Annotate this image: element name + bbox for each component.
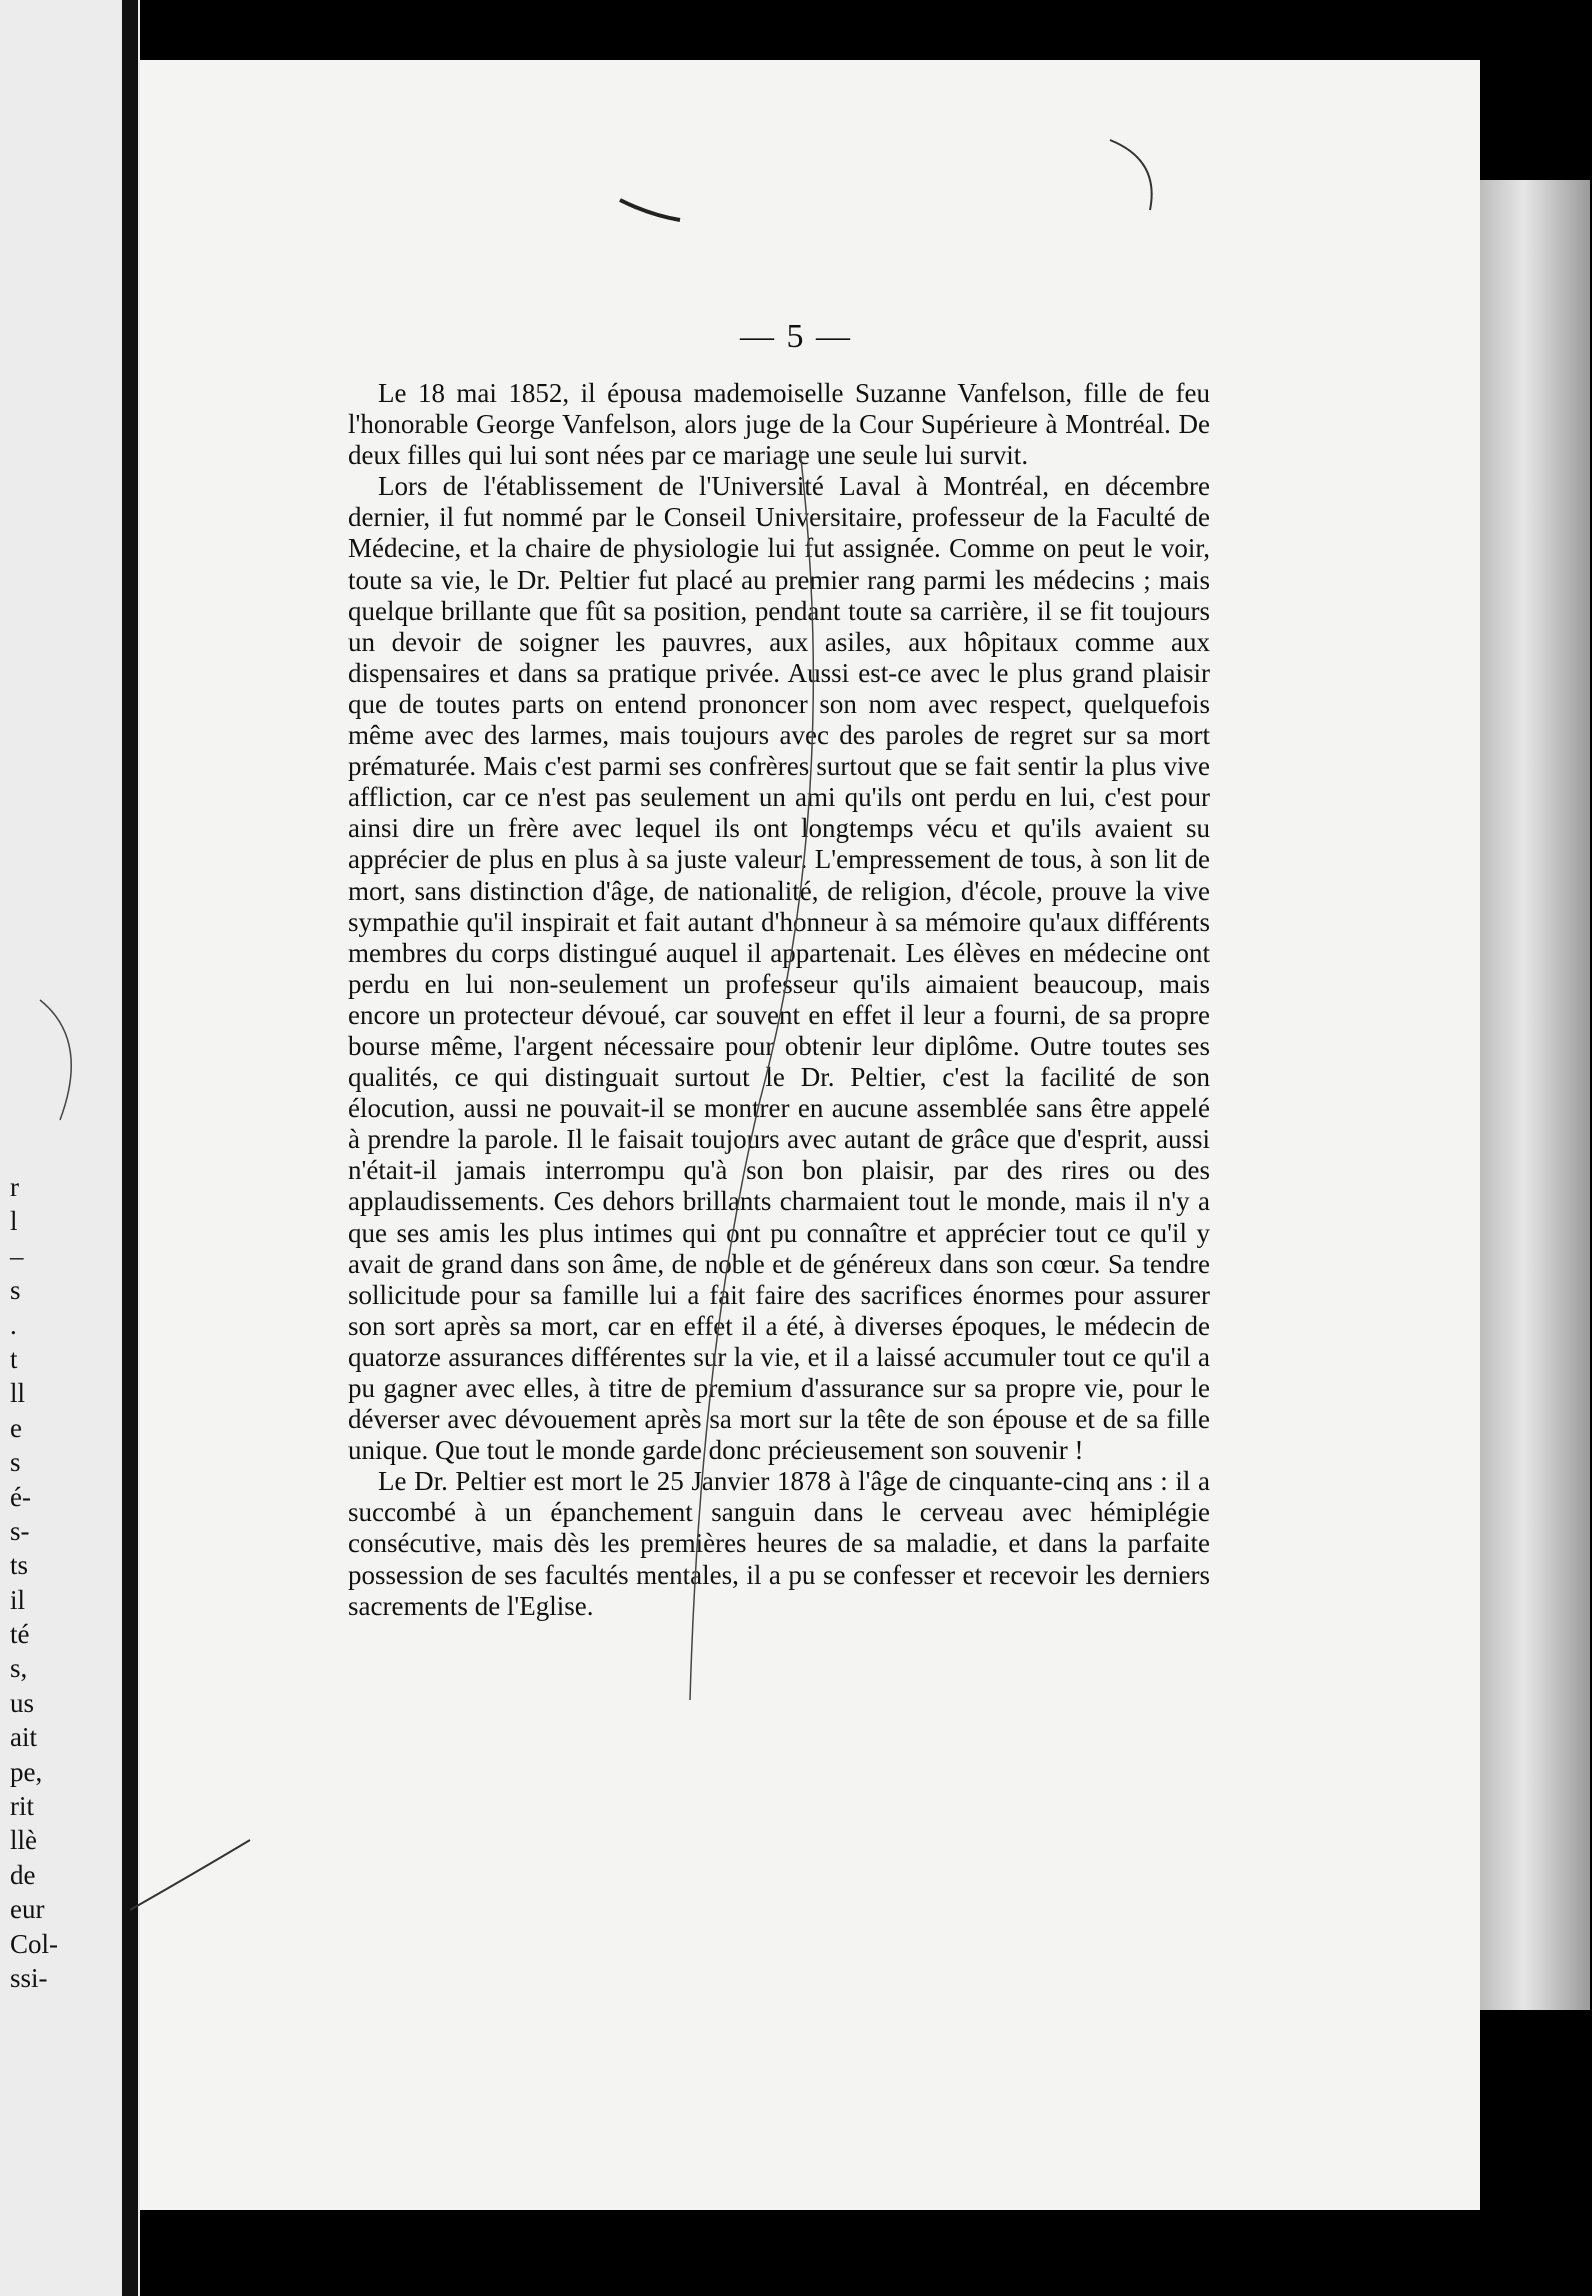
fragment: s, <box>10 1653 28 1684</box>
fragment: l <box>10 1206 18 1237</box>
fragment: r <box>10 1172 19 1202</box>
fragment: pe, <box>10 1756 43 1787</box>
fragment: s- <box>10 1515 30 1546</box>
fragment: e <box>10 1412 22 1443</box>
fragment: Col- <box>10 1928 59 1959</box>
fragment: s <box>10 1275 21 1306</box>
fragment: llè <box>10 1825 37 1856</box>
fragment: rit <box>10 1791 34 1822</box>
fragment: s <box>10 1447 21 1478</box>
facing-page-text-fragments <box>10 1170 59 1995</box>
fragment: té <box>10 1619 30 1650</box>
paragraph-death: Le Dr. Peltier est mort le 25 Janvier 1878 à l'âge de cinquante-cinq ans : il a succombé à un épanchement sanguin dans le cerveau avec hémiplégie consécutive, mais dès les premières heures de sa maladie, et dans la parfaite possession de ses facultés mentales, il a pu se confesser et recevoir les derniers sacrements de l'Eglise. <box>348 1466 1210 1621</box>
fragment: é- <box>10 1481 31 1512</box>
fragment: us <box>10 1687 35 1718</box>
paragraph-marriage: Le 18 mai 1852, il épousa mademoiselle Suzanne Vanfelson, fille de feu l'honorable George Vanfelson, alors juge de la Cour Supérieure à Montréal. De deux filles qui lui sont nées par ce mariage une seule lui survit. <box>348 378 1210 471</box>
paragraph-career: Lors de l'établissement de l'Université Laval à Montréal, en décembre dernier, il fut nommé par le Conseil Universitaire, professeur de la Faculté de Médecine, et la chaire de physiologie lui fut assignée. Comme on peut le voir, toute sa vie, le Dr. Peltier fut placé au premier rang parmi les médecins ; mais quelque brillante que fût sa position, pendant toute sa carrière, il se fit toujours un devoir de soigner les pauvres, aux asiles, aux hôpitaux comme aux dispensaires et dans sa pratique privée. Aussi est-ce avec le plus grand plaisir que de toutes parts on entend prononcer son nom avec respect, quelquefois même avec des larmes, mais toujours avec des paroles de regret sur sa mort prématurée. Mais c'est parmi ses confrères surtout que se fait sentir la plus vive affliction, car ce n'est pas seulement un ami qu'ils ont perdu en lui, c'est pour ainsi dire un frère avec lequel ils ont longtemps vécu et qu'ils avaient su apprécier de plus en plus à sa juste valeur. L'empressement de tous, à son lit de mort, sans distinction d'âge, de nationalité, de religion, d'école, prouve la vive sympathie qu'il inspirait et fait autant d'honneur à sa mémoire qu'aux différents membres du corps distingué auquel il appartenait. Les élèves en médecine ont perdu en lui non-seulement un professeur qu'ils aimaient beaucoup, mais encore un protecteur dévoué, car souvent en effet il leur a fourni, de sa propre bourse même, l'argent nécessaire pour obtenir leur diplôme. Outre toutes ses qualités, ce qui distinguait surtout le Dr. Peltier, c'est la facilité de son élocution, aussi ne pouvait-il se montrer en aucune assemblée sans être appelé à prendre la parole. Il le faisait toujours avec autant de grâce que d'esprit, aussi n'était-il jamais interrompu qu'à son bon plaisir, par des rires ou des applaudissements. Ces dehors brillants charmaient tout le monde, mais il n'y a que ses amis les plus intimes qui ont pu connaître et apprécier tout ce qu'il y avait de grand dans son âme, de noble et de généreux dans son cœur. Sa tendre sollicitude pour sa famille lui a fait faire des sacrifices énormes pour assurer son sort après sa mort, car en effet il a été, à diverses époques, le médecin de quatorze assurances différentes sur la vie, et il a laissé accumuler tout ce qu'il a pu gagner avec elles, à titre de premium d'assurance sur sa propre vie, pour le déverser avec dévouement après sa mort sur la tête de son épouse et de sa fille unique. Que tout le monde garde donc précieusement son souvenir ! <box>348 471 1210 1466</box>
fragment: ts <box>10 1550 29 1581</box>
page-edge-shadow <box>1480 180 1590 2010</box>
fragment: t <box>10 1343 18 1374</box>
fragment: de <box>10 1859 36 1890</box>
fragment: il <box>10 1584 26 1615</box>
fragment: – <box>10 1240 24 1271</box>
fragment: eur <box>10 1894 45 1925</box>
page-number: — 5 — <box>740 318 852 355</box>
fragment: ait <box>10 1722 37 1753</box>
fragment: ll <box>10 1378 26 1409</box>
fragment: . <box>10 1309 17 1340</box>
body-text <box>348 378 1210 1622</box>
fragment: ssi- <box>10 1962 48 1993</box>
